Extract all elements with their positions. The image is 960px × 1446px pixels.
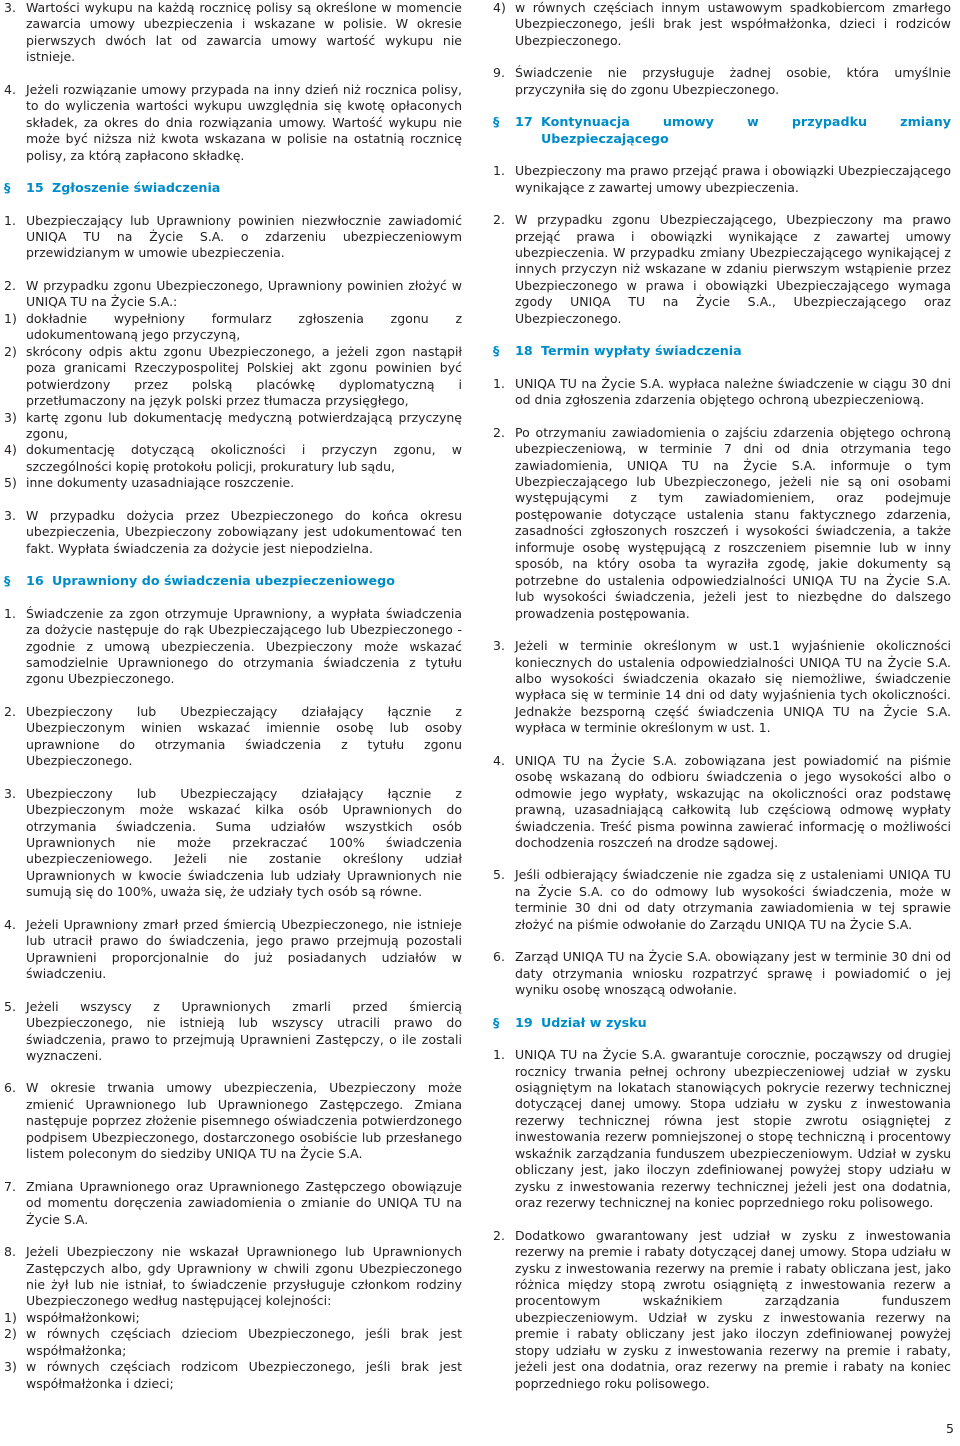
section-symbol: § [493, 343, 500, 359]
list-item [493, 638, 951, 737]
item-number: 3. [4, 0, 16, 15]
item-text: UNIQA TU na Życie S.A. wypłaca należne świadczenie w ciągu 30 dni od dnia zgłoszenia zdarzenia objętego ochroną ubezpieczeniową. [515, 375, 951, 408]
item-number: 2. [493, 424, 505, 440]
list-item [493, 949, 951, 998]
section-symbol: § [493, 114, 500, 130]
list-item [493, 1047, 951, 1212]
page-number: 5 [946, 1421, 954, 1436]
item-number: 6. [493, 949, 505, 965]
item-number: 4. [4, 916, 16, 932]
item-number: 1. [4, 212, 16, 228]
section-title: Kontynuacja umowy w przypadku zmiany Ubezpieczającego [541, 114, 951, 146]
sub-item-text: w równych częściach rodzicom Ubezpieczonego, jeśli brak jest współmałżonka i dzieci; [26, 1359, 462, 1391]
item-number: 3. [4, 785, 16, 801]
item-number: 3. [493, 638, 505, 654]
section-title: Udział w zysku [541, 1014, 647, 1030]
sub-item [4, 442, 462, 475]
left-column [4, 0, 462, 1392]
section-number: 15 [26, 180, 44, 196]
list-item [4, 508, 462, 557]
section-symbol: § [4, 573, 11, 589]
section-number: 18 [515, 343, 533, 359]
sub-item [4, 1359, 462, 1392]
item-text: Dodatkowo gwarantowany jest udział w zysku z inwestowania rezerwy na premie i rabaty dotyczącej danej umowy. Stopa udziału w zysku z inwestowania rezerwy na premie i rabaty obliczana jest, jako różnica między stopą zwrotu osiągniętą z inwestowania rezerw a procentowym wskaźnikiem zarządzania funduszem ubezpieczeniowym. Udział w zysku z inwestowania rezerwy na premie i rabaty obliczany jest jako iloczyn zdefiniowanej powyżej stopy udziału w zysku z inwestowania rezerwy na premie i rabaty, jeżeli jest ona dodatnia, oraz rezerwy na premie i rabaty na koniec poprzedniego roku polisowego. [515, 1227, 951, 1391]
sub-item [4, 410, 462, 443]
list-item [4, 917, 462, 983]
item-text: Wartości wykupu na każdą rocznicę polisy są określone w momencie zawarcia umowy ubezpieczenia i wskazane w polisie. W okresie pierwszych dwóch lat od zawarcia umowy wartość wykupu nie istnieje. [26, 0, 462, 65]
sublist [493, 0, 951, 49]
sub-item [4, 344, 462, 410]
list-item [4, 704, 462, 770]
item-number: 2. [493, 1227, 505, 1243]
list-item [4, 1080, 462, 1162]
sub-item-text: kartę zgonu lub dokumentację medyczną potwierdzającą przyczynę zgonu, [26, 409, 462, 441]
list-item [493, 376, 951, 409]
item-number: 7. [4, 1178, 16, 1194]
item-text: W przypadku zgonu Ubezpieczającego, Ubezpieczony ma prawo przejąć prawa i obowiązki wynikające z zawartej umowy ubezpieczenia. W przypadku zmiany Ubezpieczającego wynikającej z innych przyczyn niż wskazane w zdaniu pierwszym wstąpienie przez Ubezpieczonego w prawa i obowiązki Ubezpieczającego wymaga zgody UNIQA TU na Życie S.A., Ubezpieczającego oraz Ubezpieczonego. [515, 212, 951, 326]
item-text: Ubezpieczający lub Uprawniony powinien niezwłocznie zawiadomić UNIQA TU na Życie S.A. o zdarzeniu ubezpieczeniowym przewidzianym w umowie ubezpieczenia. [26, 212, 462, 261]
item-text: Ubezpieczony lub Ubezpieczający działający łącznie z Ubezpieczonym winien wskazać imiennie osobę lub osoby uprawnione do otrzymania świadczenia z tytułu zgonu Ubezpieczonego. [26, 703, 462, 769]
sub-item [4, 1326, 462, 1359]
item-text: UNIQA TU na Życie S.A. gwarantuje corocznie, począwszy od drugiej rocznicy trwania pełnej ochrony ubezpieczeniowej udział w zysku osiągniętym na lokatach stanowiących pokrycie rezerwy technicznej dotyczącej danej umowy. Stopa udziału w zysku z inwestowania rezerwy technicznej równa jest stopie zwrotu osiągniętej z inwestowania rezerw pomniejszonej o stopę techniczną i procentowy wskaźnik zarządzania funduszem ubezpieczeniowym. Udział w zysku obliczany jest, jako iloczyn zdefiniowanej powyżej stopy udziału w zysku z inwestowania rezerwy technicznej jeżeli jest ona dodatnia, oraz rezerwy technicznej na koniec poprzedniego roku polisowego. [515, 1047, 951, 1211]
item-number: 1. [493, 1047, 505, 1063]
section-number: 19 [515, 1014, 533, 1030]
sub-item-number: 1) [4, 1309, 17, 1325]
sub-item-number: 3) [4, 1359, 17, 1375]
sub-item-text: inne dokumenty uzasadniające roszczenie. [26, 475, 295, 491]
item-text: Po otrzymaniu zawiadomienia o zajściu zdarzenia objętego ochroną ubezpieczeniową, w terminie 7 dni od dnia otrzymania tego zawiadomienia, UNIQA TU na Życie S.A. informuje o tym Ubezpieczającego lub Ubezpieczonego, jeżeli nie są oni osobami występującymi z tym zawiadomieniem, oraz podejmuje postępowanie dotyczące ustalenia stanu faktycznego zdarzenia, zasadności zgłoszonych roszczeń i wysokości świadczenia, a także informuje osobę występującą z roszczeniem pisemnie lub w inny sposób, na który osoba ta wyraziła zgodę, jakie dokumenty są potrzebne do ustalenia odpowiedzialności UNIQA TU na Życie S.A. lub wysokości świadczenia, jeżeli jest to niezbędne do dalszego prowadzenia postępowania. [515, 424, 951, 621]
section-number: 16 [26, 573, 44, 589]
item-number: 4. [493, 752, 505, 768]
section-heading-17 [493, 114, 951, 147]
sub-item-text: w równych częściach innym ustawowym spadkobiercom zmarłego Ubezpieczonego, jeśli brak jest współmałżonka, dzieci i rodziców Ubezpieczonego. [515, 0, 951, 48]
sub-item-text: dokładnie wypełniony formularz zgłoszenia zgonu z udokumentowaną jego przyczyną, [26, 310, 462, 343]
item-text: Jeżeli wszyscy z Uprawnionych zmarli przed śmiercią Ubezpieczonego, nie istnieją lub wszyscy utracili prawo do świadczenia, prawo to przejmują Uprawnieni Zastępczy, o ile zostali wyznaczeni. [26, 998, 462, 1064]
item-text: Świadczenie za zgon otrzymuje Uprawniony, a wypłata świadczenia za dożycie następuje do rąk Ubezpieczającego lub Ubezpieczonego - zgodnie z umową ubezpieczenia. Ubezpieczony może wskazać samodzielnie Uprawnionego do otrzymania świadczenia z tytułu zgonu Ubezpieczonego. [26, 605, 462, 687]
list-item [4, 82, 462, 164]
list-item [493, 867, 951, 933]
item-text: Zmiana Uprawnionego oraz Uprawnionego Zastępczego obowiązuje od momentu doręczenia zawiadomienia o zmianie do UNIQA TU na Życie S.A. [26, 1178, 462, 1227]
item-text: Jeżeli Ubezpieczony nie wskazał Uprawnionego lub Uprawnionych Zastępczych albo, gdy Uprawniony w chwili zgonu Ubezpieczonego nie żył lub nie istniał, to świadczenie przysługuje członkom rodziny Ubezpieczonego według następującej kolejności: [26, 1244, 462, 1309]
item-text: Ubezpieczony ma prawo przejąć prawa i obowiązki Ubezpieczającego wynikające z zawartej umowy ubezpieczenia. [515, 163, 951, 195]
sub-item-text: dokumentację dotyczącą okoliczności i przyczyn zgonu, w szczególności kopię protokołu policji, prokuratury lub sądu, [26, 442, 462, 474]
item-text: UNIQA TU na Życie S.A. zobowiązana jest powiadomić na piśmie osobę wskazaną do odbioru świadczenia o jego wysokości albo o odmowie jego wypłaty, wskazując na okoliczności oraz podstawę prawną, uzasadniającą całkowitą lub częściową odmowę wypłaty świadczenia. Treść pisma powinna zawierać informację o możliwości dochodzenia roszczeń na drodze sądowej. [515, 752, 951, 851]
sub-item [4, 1310, 462, 1326]
list-item [493, 65, 951, 98]
item-number: 5. [4, 998, 16, 1014]
list-item [493, 425, 951, 622]
sublist [4, 311, 462, 492]
item-text: Jeżeli w terminie określonym w ust.1 wyjaśnienie okoliczności koniecznych do ustalenia odpowiedzialności UNIQA TU na Życie S.A. albo wysokości świadczenia okazało się niemożliwe, świadczenie wypłaca się w terminie 14 dni od daty wyjaśnienia tych okoliczności. Jednakże bezsporną część świadczenia UNIQA TU na Życie S.A. wypłaca w terminie określonym w ust. 1. [515, 638, 951, 736]
list-item [4, 213, 462, 262]
list-item [4, 606, 462, 688]
item-text: W przypadku zgonu Ubezpieczonego, Uprawniony powinien złożyć w UNIQA TU na Życie S.A.: [26, 277, 462, 310]
section-heading-15 [4, 180, 462, 196]
sub-item-number: 5) [4, 475, 17, 491]
item-number: 9. [493, 65, 505, 81]
item-text: Świadczenie nie przysługuje żadnej osobie, która umyślnie przyczyniła się do zgonu Ubezpieczonego. [515, 65, 951, 97]
item-number: 5. [493, 867, 505, 883]
item-text: Ubezpieczony lub Ubezpieczający działający łącznie z Ubezpieczonym może wskazać kilka osób Uprawnionych do otrzymania świadczenia. Suma udziałów wszystkich osób Uprawnionych nie może przekraczać 100% świadczenia ubezpieczeniowego. Jeżeli nie zostanie określony udział Uprawnionych w kwocie świadczenia lub udziały Uprawnionych nie sumują się do 100%, uważa się, że udziały tych osób są równe. [26, 785, 462, 900]
item-text: Zarząd UNIQA TU na Życie S.A. obowiązany jest w terminie 30 dni od daty otrzymania wniosku rozpatrzyć sprawę i powiadomić o jej wyniku osobę wnoszącą odwołanie. [515, 949, 951, 998]
sub-item-text: współmałżonkowi; [26, 1309, 140, 1325]
list-item [4, 1244, 462, 1310]
sub-item [4, 475, 462, 491]
list-item [493, 1228, 951, 1393]
item-number: 1. [4, 605, 16, 621]
item-text: W okresie trwania umowy ubezpieczenia, Ubezpieczony może zmienić Uprawnionego lub Uprawnionego Zastępczego. Zmiana następuje poprzez złożenie pisemnego oświadczenia potwierdzonego podpisem Ubezpieczonego, dostarczonego osobiście lub przesłanego listem poleconym do siedziby UNIQA TU na Życie S.A. [26, 1080, 462, 1162]
item-number: 8. [4, 1244, 16, 1260]
item-text: Jeśli odbierający świadczenie nie zgadza się z ustaleniami UNIQA TU na Życie S.A. co do odmowy lub wysokości świadczenia, może w terminie 30 dni od daty otrzymania zawiadomienia w tej sprawie złożyć na piśmie odwołanie do Zarządu UNIQA TU na Życie S.A. [515, 867, 951, 932]
list-item [4, 0, 462, 66]
section-title: Termin wypłaty świadczenia [541, 343, 742, 359]
section-heading-16 [4, 573, 462, 589]
item-text: Jeżeli Uprawniony zmarł przed śmiercią Ubezpieczonego, nie istnieje lub utracił prawo do świadczenia, jego prawo przejmują pozostali Uprawnieni proporcjonalnie do już posiadanych udziałów w świadczeniu. [26, 916, 462, 982]
sub-item-number: 2) [4, 343, 17, 359]
sub-item-number: 3) [4, 409, 17, 425]
section-title: Uprawniony do świadczenia ubezpieczeniowego [52, 573, 395, 589]
section-heading-19 [493, 1015, 951, 1031]
right-column [493, 0, 951, 1408]
item-number: 2. [493, 212, 505, 228]
list-item [4, 1179, 462, 1228]
item-number: 1. [493, 163, 505, 179]
item-number: 4. [4, 81, 16, 97]
item-number: 6. [4, 1080, 16, 1096]
sub-item-text: w równych częściach dzieciom Ubezpieczonego, jeśli brak jest współmałżonka; [26, 1326, 462, 1358]
item-number: 2. [4, 703, 16, 719]
sub-item-number: 4) [4, 442, 17, 458]
section-symbol: § [4, 180, 11, 196]
list-item [4, 278, 462, 311]
item-number: 3. [4, 507, 16, 523]
section-heading-18 [493, 343, 951, 359]
section-symbol: § [493, 1014, 500, 1030]
list-item [493, 212, 951, 327]
list-item [4, 999, 462, 1065]
sub-item-number: 1) [4, 310, 17, 326]
section-number: 17 [515, 114, 533, 130]
list-item [493, 163, 951, 196]
item-text: Jeżeli rozwiązanie umowy przypada na inny dzień niż rocznica polisy, to do wyliczenia wartości wykupu uwzględnia się kwotę opłaconych składek, za okres do dnia rozwiązania umowy. Wartość wykupu nie może być niższa niż kwota wskazana w polisie na ostatnią rocznicę polisy, za którą zapłacono składkę. [26, 81, 462, 163]
list-item [4, 786, 462, 901]
list-item [493, 753, 951, 852]
section-title: Zgłoszenie świadczenia [52, 180, 221, 196]
sub-item-text: skrócony odpis aktu zgonu Ubezpieczonego, a jeżeli zgon nastąpił poza granicami Rzeczypospolitej Polskiej akt zgonu powinien być potwierdzony przez polską placówkę dyplomatyczną i przetłumaczony na język polski przez tłumacza przysięgłego, [26, 343, 462, 409]
sub-item-number: 2) [4, 1326, 17, 1342]
item-text: W przypadku dożycia przez Ubezpieczonego do końca okresu ubezpieczenia, Ubezpieczony zobowiązany jest udokumentować ten fakt. Wypłata świadczenia za dożycie jest niepodzielna. [26, 507, 462, 556]
sub-item-number: 4) [493, 0, 506, 15]
item-number: 1. [493, 375, 505, 391]
sublist [4, 1310, 462, 1392]
sub-item [4, 311, 462, 344]
item-number: 2. [4, 277, 16, 293]
sub-item [493, 0, 951, 49]
